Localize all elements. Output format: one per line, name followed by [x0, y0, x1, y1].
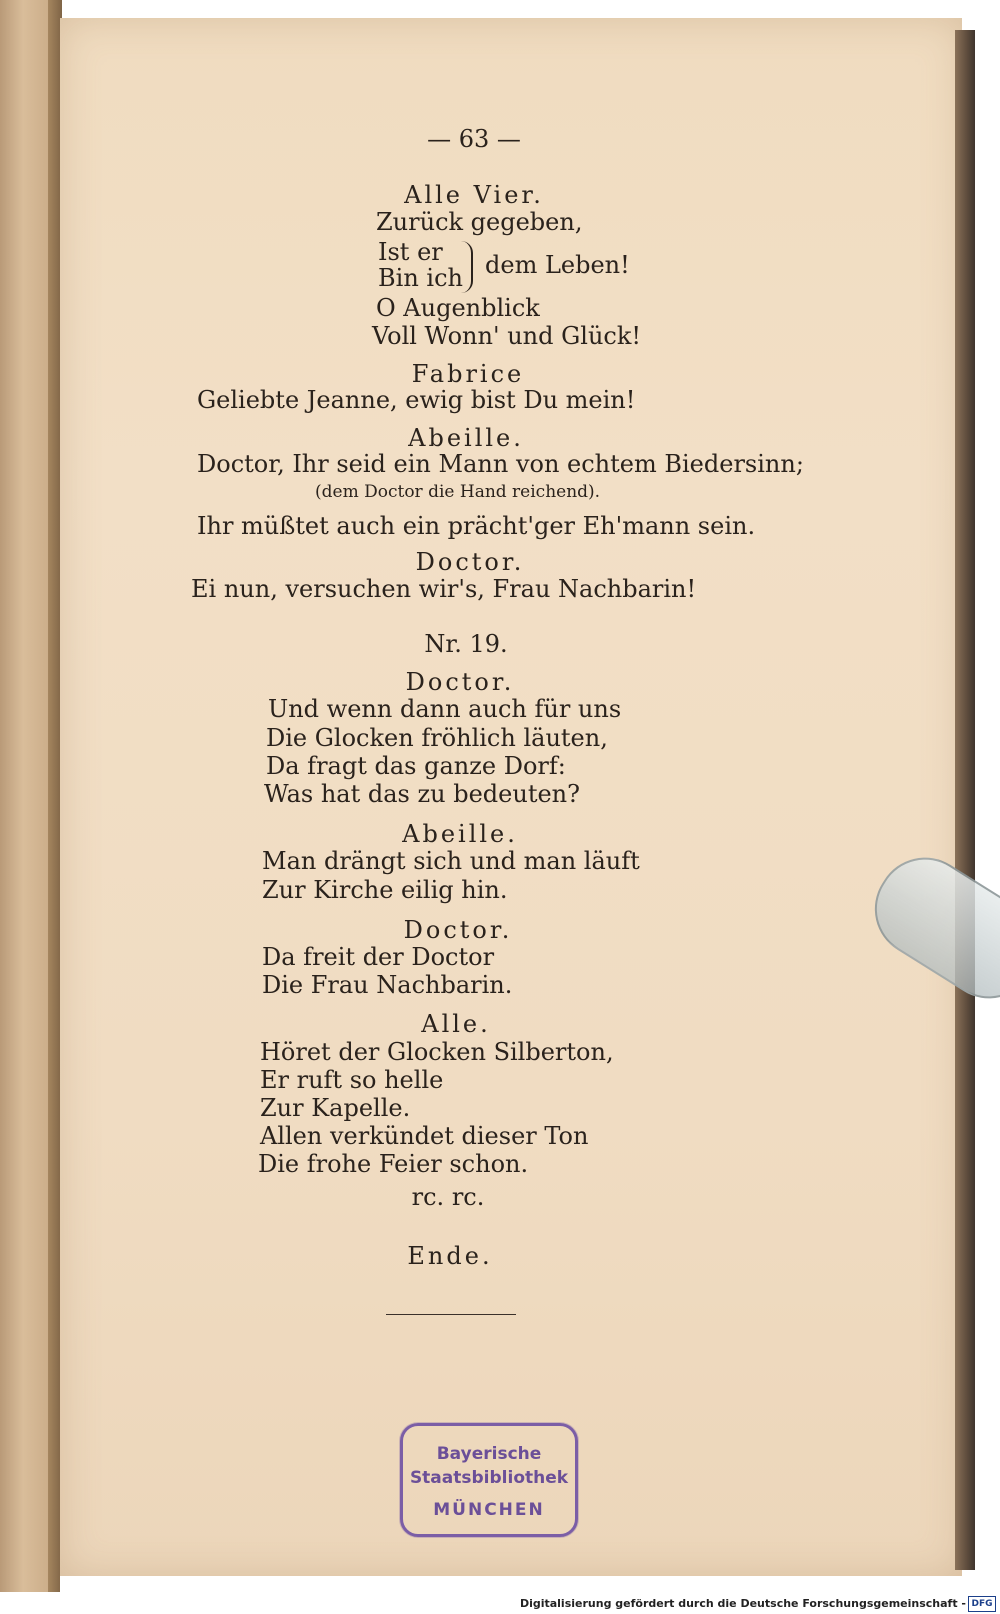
stamp-line: Staatsbibliothek: [409, 1468, 569, 1488]
verse-line: Voll Wonn' und Glück!: [372, 322, 642, 350]
speaker-abeille: Abeille.: [402, 820, 518, 848]
verse-line: Was hat das zu bedeuten?: [264, 780, 580, 808]
verse-line: Er ruft so helle: [260, 1066, 444, 1094]
end-rule: [386, 1314, 516, 1315]
verse-line: Die Frau Nachbarin.: [262, 971, 513, 999]
verse-line: Ei nun, versuchen wir's, Frau Nachbarin!: [191, 575, 697, 603]
verse-line: Geliebte Jeanne, ewig bist Du mein!: [197, 386, 636, 414]
footer-bar: [0, 1594, 1000, 1614]
verse-line: Die frohe Feier schon.: [258, 1150, 529, 1178]
verse-line: Ist er: [378, 238, 443, 266]
verse-line: Zur Kapelle.: [260, 1094, 411, 1122]
number-heading: Nr. 19.: [424, 630, 508, 658]
verse-line: Bin ich: [378, 264, 463, 292]
speaker-doctor: Doctor.: [415, 548, 525, 576]
speaker-doctor: Doctor.: [403, 916, 513, 944]
verse-line: Die Glocken fröhlich läuten,: [266, 724, 608, 752]
bottom-margin: [60, 1576, 975, 1592]
verse-line: Und wenn dann auch für uns: [268, 695, 622, 723]
verse-line: Höret der Glocken Silberton,: [260, 1038, 614, 1066]
speaker-abeille: Abeille.: [408, 424, 524, 452]
verse-line: Zur Kirche eilig hin.: [262, 876, 508, 904]
speaker-alle-vier: Alle Vier.: [404, 181, 544, 209]
page-number: — 63 —: [427, 125, 521, 153]
page-stack-edge: [955, 30, 975, 1570]
stage-direction: (dem Doctor die Hand reichend).: [315, 482, 601, 502]
ende-label: Ende.: [407, 1242, 493, 1270]
library-stamp: [400, 1423, 578, 1537]
verse-line: Zurück gegeben,: [376, 208, 583, 236]
verse-line: Da freit der Doctor: [262, 943, 495, 971]
speaker-alle: Alle.: [421, 1010, 491, 1038]
stamp-line: MÜNCHEN: [433, 1500, 545, 1520]
brace: [461, 241, 473, 293]
verse-line: Allen verkündet dieser Ton: [260, 1122, 589, 1150]
etc-mark: rc. rc.: [411, 1183, 485, 1211]
verse-line: dem Leben!: [485, 251, 630, 279]
verse-line: Man drängt sich und man läuft: [262, 847, 640, 875]
footer-credit: Digitalisierung gefördert durch die Deutsche Forschungsgemeinschaft -: [519, 1597, 966, 1610]
verse-line: Da fragt das ganze Dorf:: [266, 752, 566, 780]
verse-line: Doctor, Ihr seid ein Mann von echtem Biedersinn;: [197, 450, 804, 478]
verse-line: Ihr müßtet auch ein prächt'ger Eh'mann sein.: [197, 512, 756, 540]
speaker-doctor: Doctor.: [405, 668, 515, 696]
dfg-logo-icon: DFG: [968, 1596, 996, 1612]
speaker-fabrice: Fabrice: [411, 360, 525, 388]
stamp-line: Bayerische: [436, 1444, 542, 1464]
verse-line: O Augenblick: [376, 294, 540, 322]
